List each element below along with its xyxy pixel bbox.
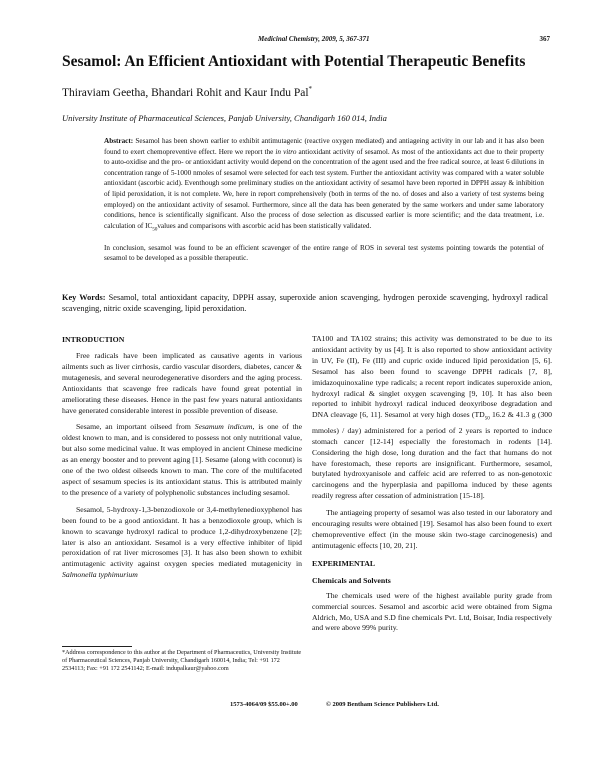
author-names: Thiraviam Geetha, Bhandari Rohit and Kaur Indu Pal <box>62 86 309 99</box>
right-column <box>312 334 552 640</box>
abstract-conclusion: In conclusion, sesamol was found to be an efficient scavenger of the entire range of ROS in several test systems pointing towards the potential of sesamol to be developed as a possible therapeutic. <box>104 243 544 263</box>
affiliation: University Institute of Pharmaceutical Sciences, Panjab University, Chandigarh 160 014, India <box>62 113 387 123</box>
publisher-copyright: © 2009 Bentham Science Publishers Ltd. <box>326 701 439 708</box>
issn-price: 1573-4064/09 $55.00+.00 <box>230 701 298 708</box>
correspondence-footnote: *Address correspondence to this author at the Department of Pharmaceutics, University Institute of Pharmaceutical Sciences, Panjab University, Chandigarh 160014, India; Tel: +91 172 2534113; Fax: +91 172 2541142; E-mail: indupalkaur@yahoo.com <box>62 649 302 673</box>
corresponding-author-mark: * <box>308 85 313 93</box>
article-title: Sesamol: An Efficient Antioxidant with Potential Therapeutic Benefits <box>62 53 526 70</box>
running-header <box>62 35 550 49</box>
abstract-paragraph <box>104 136 544 236</box>
species-name: Sesamum indicum <box>194 422 253 432</box>
abstract-label: Abstract: <box>104 137 134 145</box>
body-text: TA100 and TA102 strains; this activity was demonstrated to be due to its antioxidant activity by us [4]. It is also reported to show antioxidant activity in UV, Fe (II), Fe (III) and cupric oxide induced lipid peroxidation [5, 6]. Sesamol has also been found to scavenge DPPH radicals [7, 8], imidazoquinoxaline type radicals; a recent report indicates superoxide anion, hydroxyl radical & singlet oxygen scavenging [9, 10]. It has also been reported to inhibit hydroxyl radical induced deoxyribose degradation and DNA cleavage [6, 11]. Sesamol at very high doses (TD <box>312 334 552 420</box>
page-number: 367 <box>539 35 550 43</box>
abstract-text: Sesamol has been shown earlier to exhibit antimutagenic (reactive oxygen mediated) and antiageing activity in our lab and it has also been found to exert chemopreventive effect. Here we report the <box>104 137 544 156</box>
abstract-text: antioxidant activity of sesamol. As most of the antioxidants act due to their property to auto-oxidise and the pro- or antioxidant activity would depend on the concentration of the agent used and the free radical source, at least 6 dilutions in concentration range of 5-1000 nmoles of sesamol were selected for each test system. Further the antioxidant activity was compared with a water soluble antioxidant (ascorbic acid). Eventhough some preliminary studies on the antioxidant activity of sesamol have been reported in DPPH assay & inhibition of lipid peroxidation, it is not complete. We, here in report comprehensively (both in terms of the no. of doses and also a variety of test systems being employed) on the antioxidant activity of sesamol. Furthermore, since all the data has been generated by the same workers and under same laboratory conditions, hence is scientifically significant. Also the process of dose selection as discussed earlier is more scientific; and the data treatment, i.e. calculation of IC <box>104 147 544 230</box>
abstract-subscript: 50 <box>152 227 158 233</box>
abstract-emphasis: in vitro <box>275 147 297 156</box>
body-text: Sesamol, 5-hydroxy-1,3-benzodioxole or 3,4-methylenedioxyphenol has been found to be a good antioxidant. It has a benzodioxole group, which is known to scavange hydroxyl radical to produce 1,2-dihydroxybenzene [2]; later is also an antioxidant. Sesamol is a very effective inhibiter of lipid peroxidation of rat liver microsomes [3]. It has also been shown to exhibit antimutagenic activity against oxygen species mediated mutagenicity in <box>62 504 302 569</box>
body-paragraph <box>62 422 302 498</box>
section-heading-introduction: INTRODUCTION <box>62 335 125 344</box>
subsection-heading-chemicals: Chemicals and Solvents <box>312 575 391 585</box>
keywords-text: Sesamol, total antioxidant capacity, DPPH assay, superoxide anion scavenging, hydrogen peroxide scavenging, hydroxyl radical scavenging, nitric oxide scavenging, lipid peroxidation. <box>62 293 548 314</box>
body-text: , is one of the oldest known to man, and is considered to possess not only nutritional value, but also some medicinal value. It was employed in ancient Chinese medicine as an energy booster and to prevent aging [1]. Sesame (along with coconut) is one of the two oldest oilseeds known to man. The core of the multifaceted aspect of sesamum species is its antioxidant status. This is attributed mainly to the presence of a variety of polyphenolic substances including sesamol. <box>62 422 302 497</box>
abstract <box>104 136 544 264</box>
body-text: Sesame, an important oilseed from <box>76 422 195 432</box>
body-paragraph: Free radicals have been implicated as causative agents in various ailments such as liver cirrhosis, cardio vascular disorders, diabetes, cancer & mutagenesis, and several neurodegenerative disorders and the aging process. Antioxidants that scavenge free radicals have found great potential in ameliorating these diseases. Hence in the past few years natural antioxidants have generated considerable interest in possible prevention of disease. <box>62 351 302 415</box>
keywords <box>62 292 548 315</box>
section-heading-experimental: EXPERIMENTAL <box>312 558 376 568</box>
left-column <box>62 334 302 587</box>
journal-citation: Medicinal Chemistry, 2009, 5, 367-371 <box>258 35 370 43</box>
body-paragraph <box>312 334 552 502</box>
body-subscript: 50 <box>484 416 490 422</box>
body-paragraph <box>62 505 302 581</box>
footnote-divider <box>62 646 132 647</box>
author-list <box>62 82 312 100</box>
species-name: Salmonella typhimurium <box>62 570 138 580</box>
keywords-label: Key Words: <box>62 293 106 302</box>
body-paragraph: The antiageing property of sesamol was also tested in our laboratory and encouraging results were obtained [19]. Sesamol has also been found to exert chemopreventive effect (in the mouse skin two-stage carcinogenesis) and antimutagenic effects [10, 20, 21]. <box>312 508 552 550</box>
body-paragraph: The chemicals used were of the highest available purity grade from commercial sources. Sesamol and ascorbic acid were obtained from Sigma Aldrich, Mo, USA and S.D fine chemicals Pvt. Ltd, Boisar, India respectively and were above 99% purity. <box>312 590 552 633</box>
body-text: 16.2 & 41.3 g (300 mmoles) / day) administered for a period of 2 years is reported to induce stomach cancer [12-14] especially the forestomach in rodents [14]. Considering the high dose, long duration and the fact that humans do not have forestomach, these reports are insignificant. Furthermore, sesamol, butylated hydroxyanisole and caffeic acid are referred to as non-genotoxic carcinogens and the hyperplasia and papilloma induced by these agents readily regress after cessation of administration [15-18]. <box>312 410 552 501</box>
abstract-text: values and comparisons with ascorbic acid has been statistically validated. <box>157 221 372 230</box>
